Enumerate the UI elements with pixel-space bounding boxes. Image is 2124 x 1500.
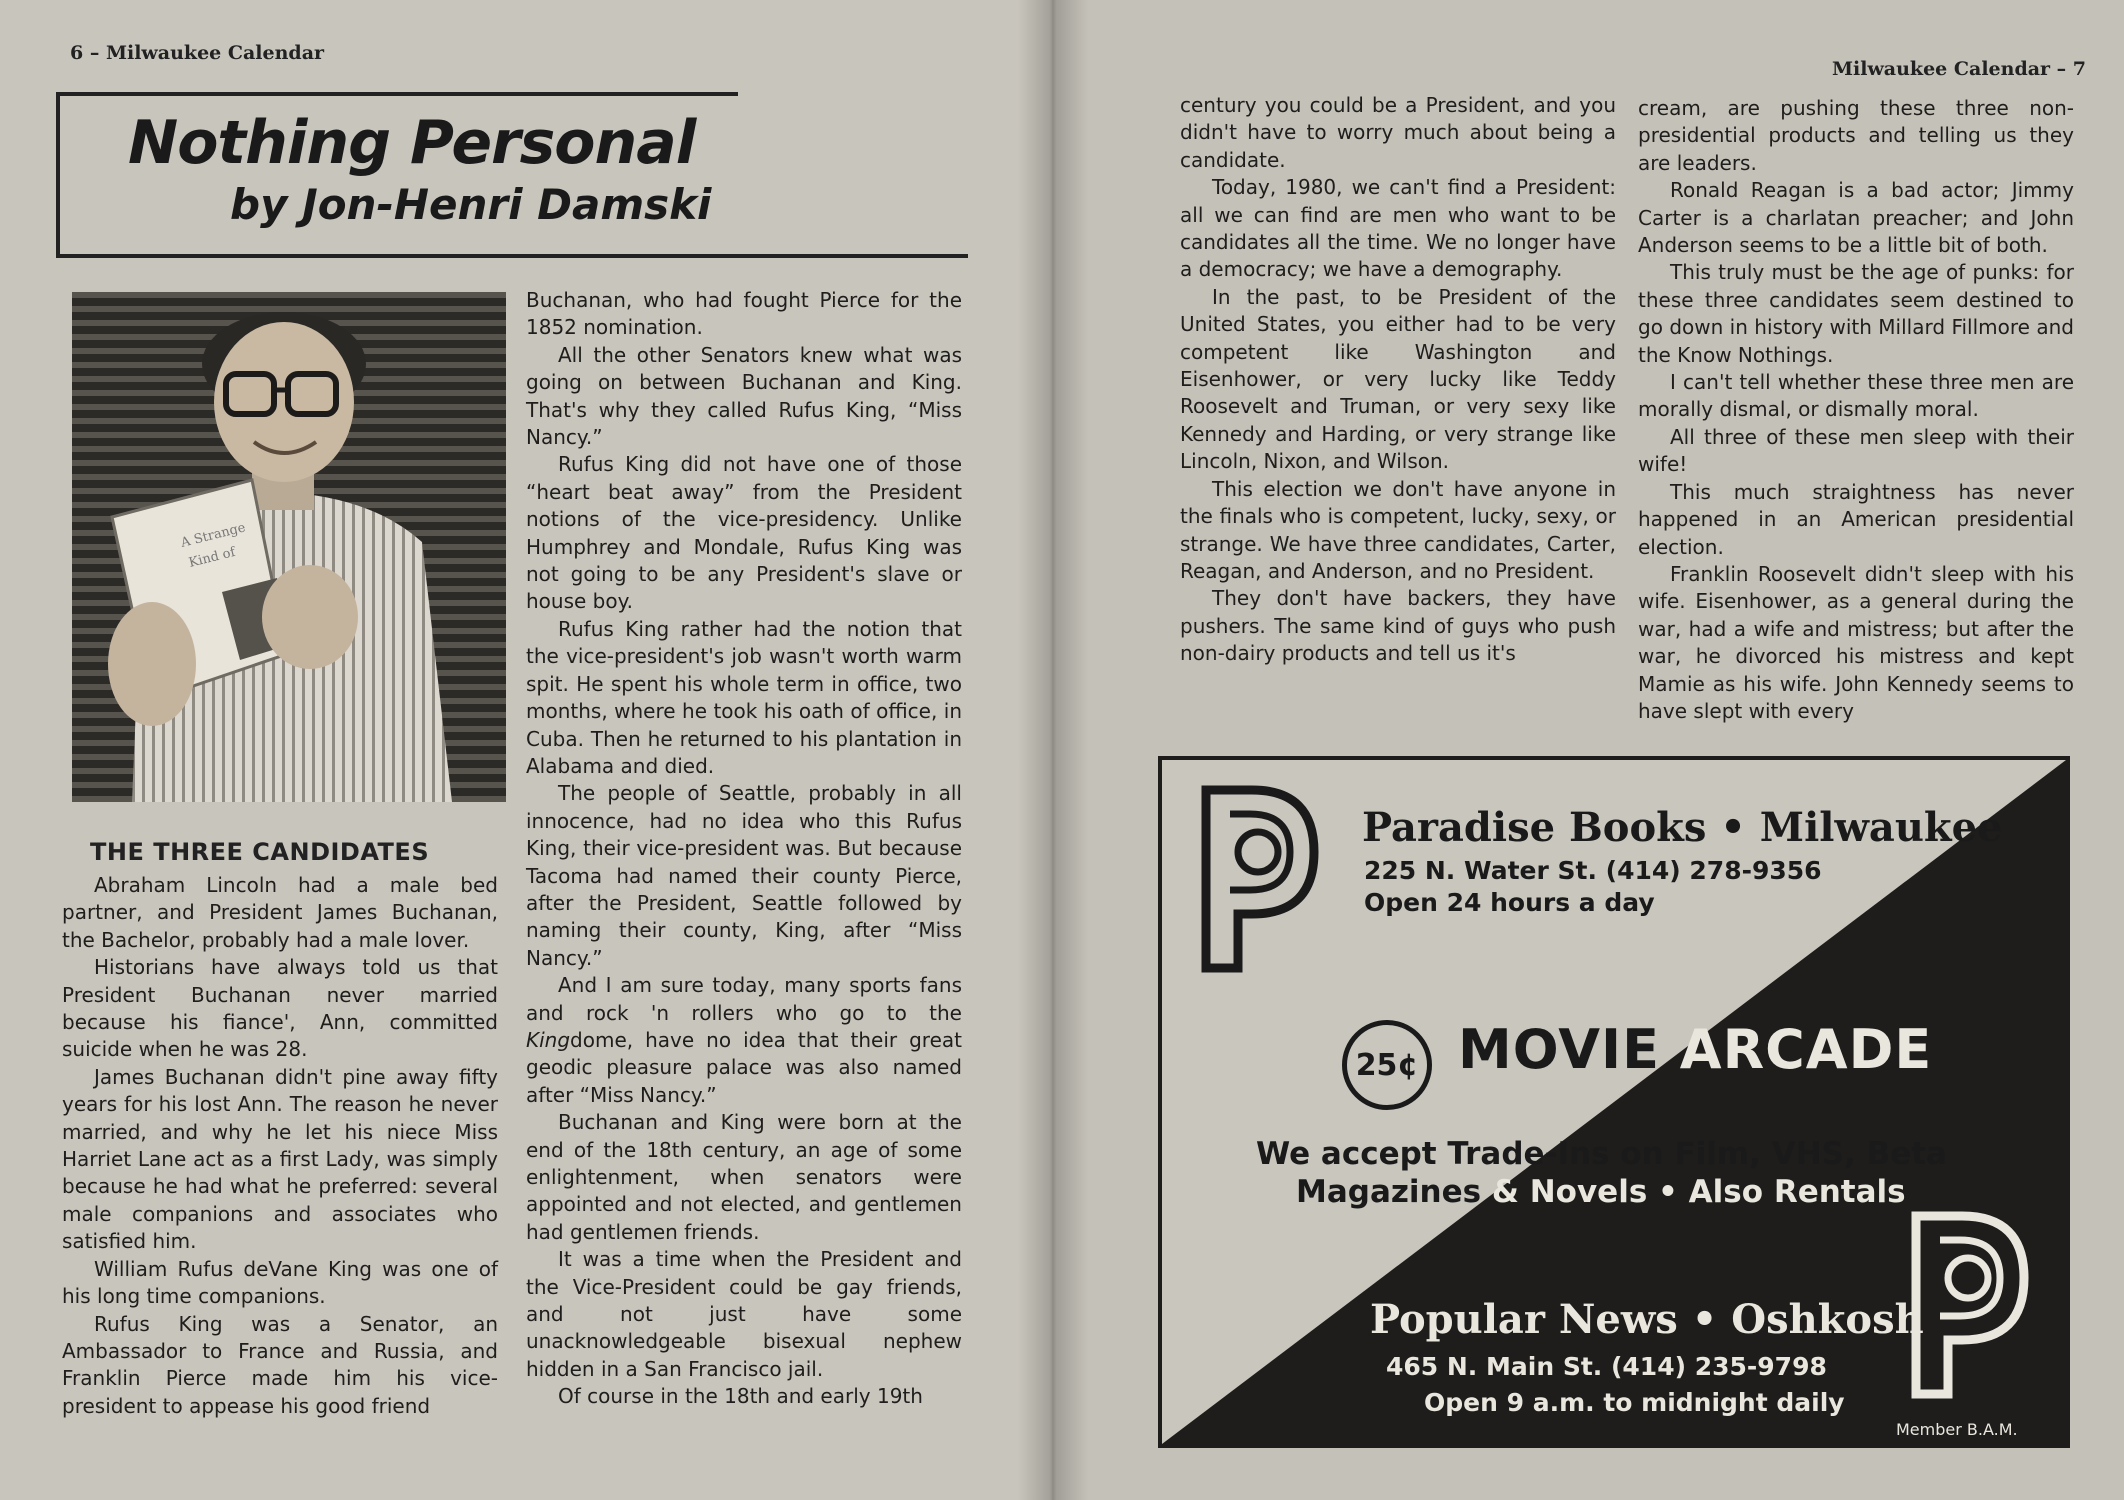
author-portrait-photo-icon [72,292,506,802]
paragraph: I can't tell whether these three men are morally dismal, or dismally moral. [1638,370,2074,422]
svg-text:Kind of: Kind of [187,544,237,571]
ad-arcade-part: ARCADE [1679,1018,1933,1081]
ad-member-note: Member B.A.M. [1896,1420,2018,1439]
paragraph: Abraham Lincoln had a male bed partner, and President James Buchanan, the Bachelor, probably had a male lover. [62,873,498,952]
ad-movie-arcade [1458,1018,1932,1081]
ad-address-oshkosh: 465 N. Main St. (414) 235-9798 [1386,1352,1827,1381]
ad-mags-part: & Novels • Also Rentals [1491,1174,1906,1210]
paragraph: Rufus King did not have one of those “heart beat away” from the President notions of the vice-presidency. Unlike Humphrey and Mondale, Rufus King was not going to be any President's slave or house boy. [526,452,962,614]
ad-trade-in-line [1256,1136,1947,1172]
paragraph-kingdome [526,972,962,1109]
paragraph: All the other Senators knew what was going on between Buchanan and King. That's why they called Rufus King, “Miss Nancy.” [526,342,962,450]
bookstore-advertisement [1158,756,2070,1448]
ad-store-name-oshkosh: Popular News • Oshkosh [1370,1296,1924,1343]
section-subhead: THE THREE CANDIDATES [90,838,430,866]
text-run: dome, have no idea that their great geodic pleasure palace was also named after “Miss Nancy.” [526,1027,962,1107]
paragraph: Today, 1980, we can't find a President: all we can find are men who want to be candidates all the time. We no longer have a democracy; we have a demography. [1180,175,1616,282]
paragraph: It was a time when the President and the Vice-President could be gay friends, and not just have some unacknowledgeable bisexual nephew hidden in a San Francisco jail. [526,1247,962,1381]
text-run: And I am sure today, many sports fans and rock 'n rollers who go to the [526,973,962,1025]
paragraph: Buchanan and King were born at the end of the 18th century, an age of some enlightenment, when senators were appointed and not elected, and gentlemen had gentlemen friends. [526,1110,962,1244]
article-column-3 [1180,92,1616,668]
p-monogram-logo-icon [1192,780,1324,980]
p-monogram-logo-icon [1902,1206,2034,1406]
author-photo [72,292,506,802]
article-column-4 [1638,95,2074,725]
paragraph: Historians have always told us that President Buchanan never married because his fiance', Ann, committed suicide when he was 28. [62,955,498,1062]
paragraph: Ronald Reagan is a bad actor; Jimmy Carter is a charlatan preacher; and John Anderson seems to be a little bit of both. [1638,178,2074,258]
paragraph: All three of these men sleep with their wife! [1638,424,2074,477]
headline-byline: by Jon-Henri Damski [230,180,712,229]
ad-trade-part: -Ins on Film, VHS, Beta [1544,1136,1947,1172]
paragraph: Rufus King rather had the notion that the vice-president's job wasn't worth warm spit. He spent his whole term in office, two months, where he took his oath of office, in Cuba. Then he returned to his plantation in Alabama and died. [526,616,962,778]
paragraph: In the past, to be President of the United States, you either had to be very competent like Washington and Eisenhower, or very lucky like Teddy Roosevelt and Truman, or very sexy like Kennedy and Harding, or very strange like Lincoln, Nixon, and Wilson. [1180,284,1616,474]
headline-box [56,92,738,258]
paragraph: This election we don't have anyone in the finals who is competent, lucky, sexy, or strange. We have three candidates, Carter, Reagan, and Anderson, and no President. [1180,476,1616,583]
page-folio-left: 6 – Milwaukee Calendar [70,42,325,64]
ad-arcade-part: MOVIE [1458,1018,1660,1081]
paragraph: The people of Seattle, probably in all innocence, had no idea who this Rufus King, their vice-president was. But because Tacoma had named their county Pierce, after the President, Seattle followed by naming their county, King, after “Miss Nancy.” [526,781,962,970]
paragraph: Buchanan, who had fought Pierce for the 1852 nomination. [526,288,962,340]
price-badge: 25¢ [1342,1020,1432,1110]
ad-hours-milwaukee: Open 24 hours a day [1364,888,1655,917]
ad-hours-oshkosh: Open 9 a.m. to midnight daily [1424,1388,1845,1417]
left-page [0,0,1052,1500]
paragraph: This much straightness has never happened in an American presidential election. [1638,479,2074,559]
page-folio-right: Milwaukee Calendar – 7 [1831,58,2086,80]
article-column-1 [62,872,498,1420]
ad-magazines-line [1296,1174,1906,1210]
ad-trade-part: We accept Trade [1256,1136,1545,1172]
paragraph: James Buchanan didn't pine away fifty years for his lost Ann. The reason he never married, and why he let his niece Miss Harriet Lane act as a first Lady, was simply because he had what he preferred: several male companions and associates who satisfied him. [62,1064,498,1254]
paragraph: William Rufus deVane King was one of his long time companions. [62,1256,498,1309]
paragraph: Franklin Roosevelt didn't sleep with his wife. Eisenhower, as a general during the war, had a wife and mistress; but after the war, he divorced his mistress and kept Mamie as his wife. John Kennedy seems to have slept with every [1638,561,2074,723]
svg-text:A Strange: A Strange [179,520,248,551]
paragraph: This truly must be the age of punks: for these three candidates seem destined to go down in history with Millard Fillmore and the Know Nothings. [1638,260,2074,367]
ad-mags-part: Magazines [1296,1174,1492,1210]
article-column-2 [526,287,962,1411]
paragraph: cream, are pushing these three non-presidential products and telling us they are leaders. [1638,96,2074,175]
paragraph: Rufus King was a Senator, an Ambassador to France and Russia, and Franklin Pierce made him his vice-president to appease his good friend [62,1311,498,1418]
paragraph: Of course in the 18th and early 19th [558,1384,923,1409]
paragraph: century you could be a President, and you didn't have to worry much about being a candidate. [1180,93,1616,172]
ad-address-milwaukee: 225 N. Water St. (414) 278-9356 [1364,856,1822,885]
headline-title: Nothing Personal [128,108,696,178]
paragraph: They don't have backers, they have pushers. The same kind of guys who push non-dairy products and tell us it's [1180,586,1616,666]
ad-store-name-milwaukee: Paradise Books • Milwaukee [1362,804,2003,851]
page-gutter [1018,0,1088,1500]
italic-text-run: King [526,1027,571,1052]
